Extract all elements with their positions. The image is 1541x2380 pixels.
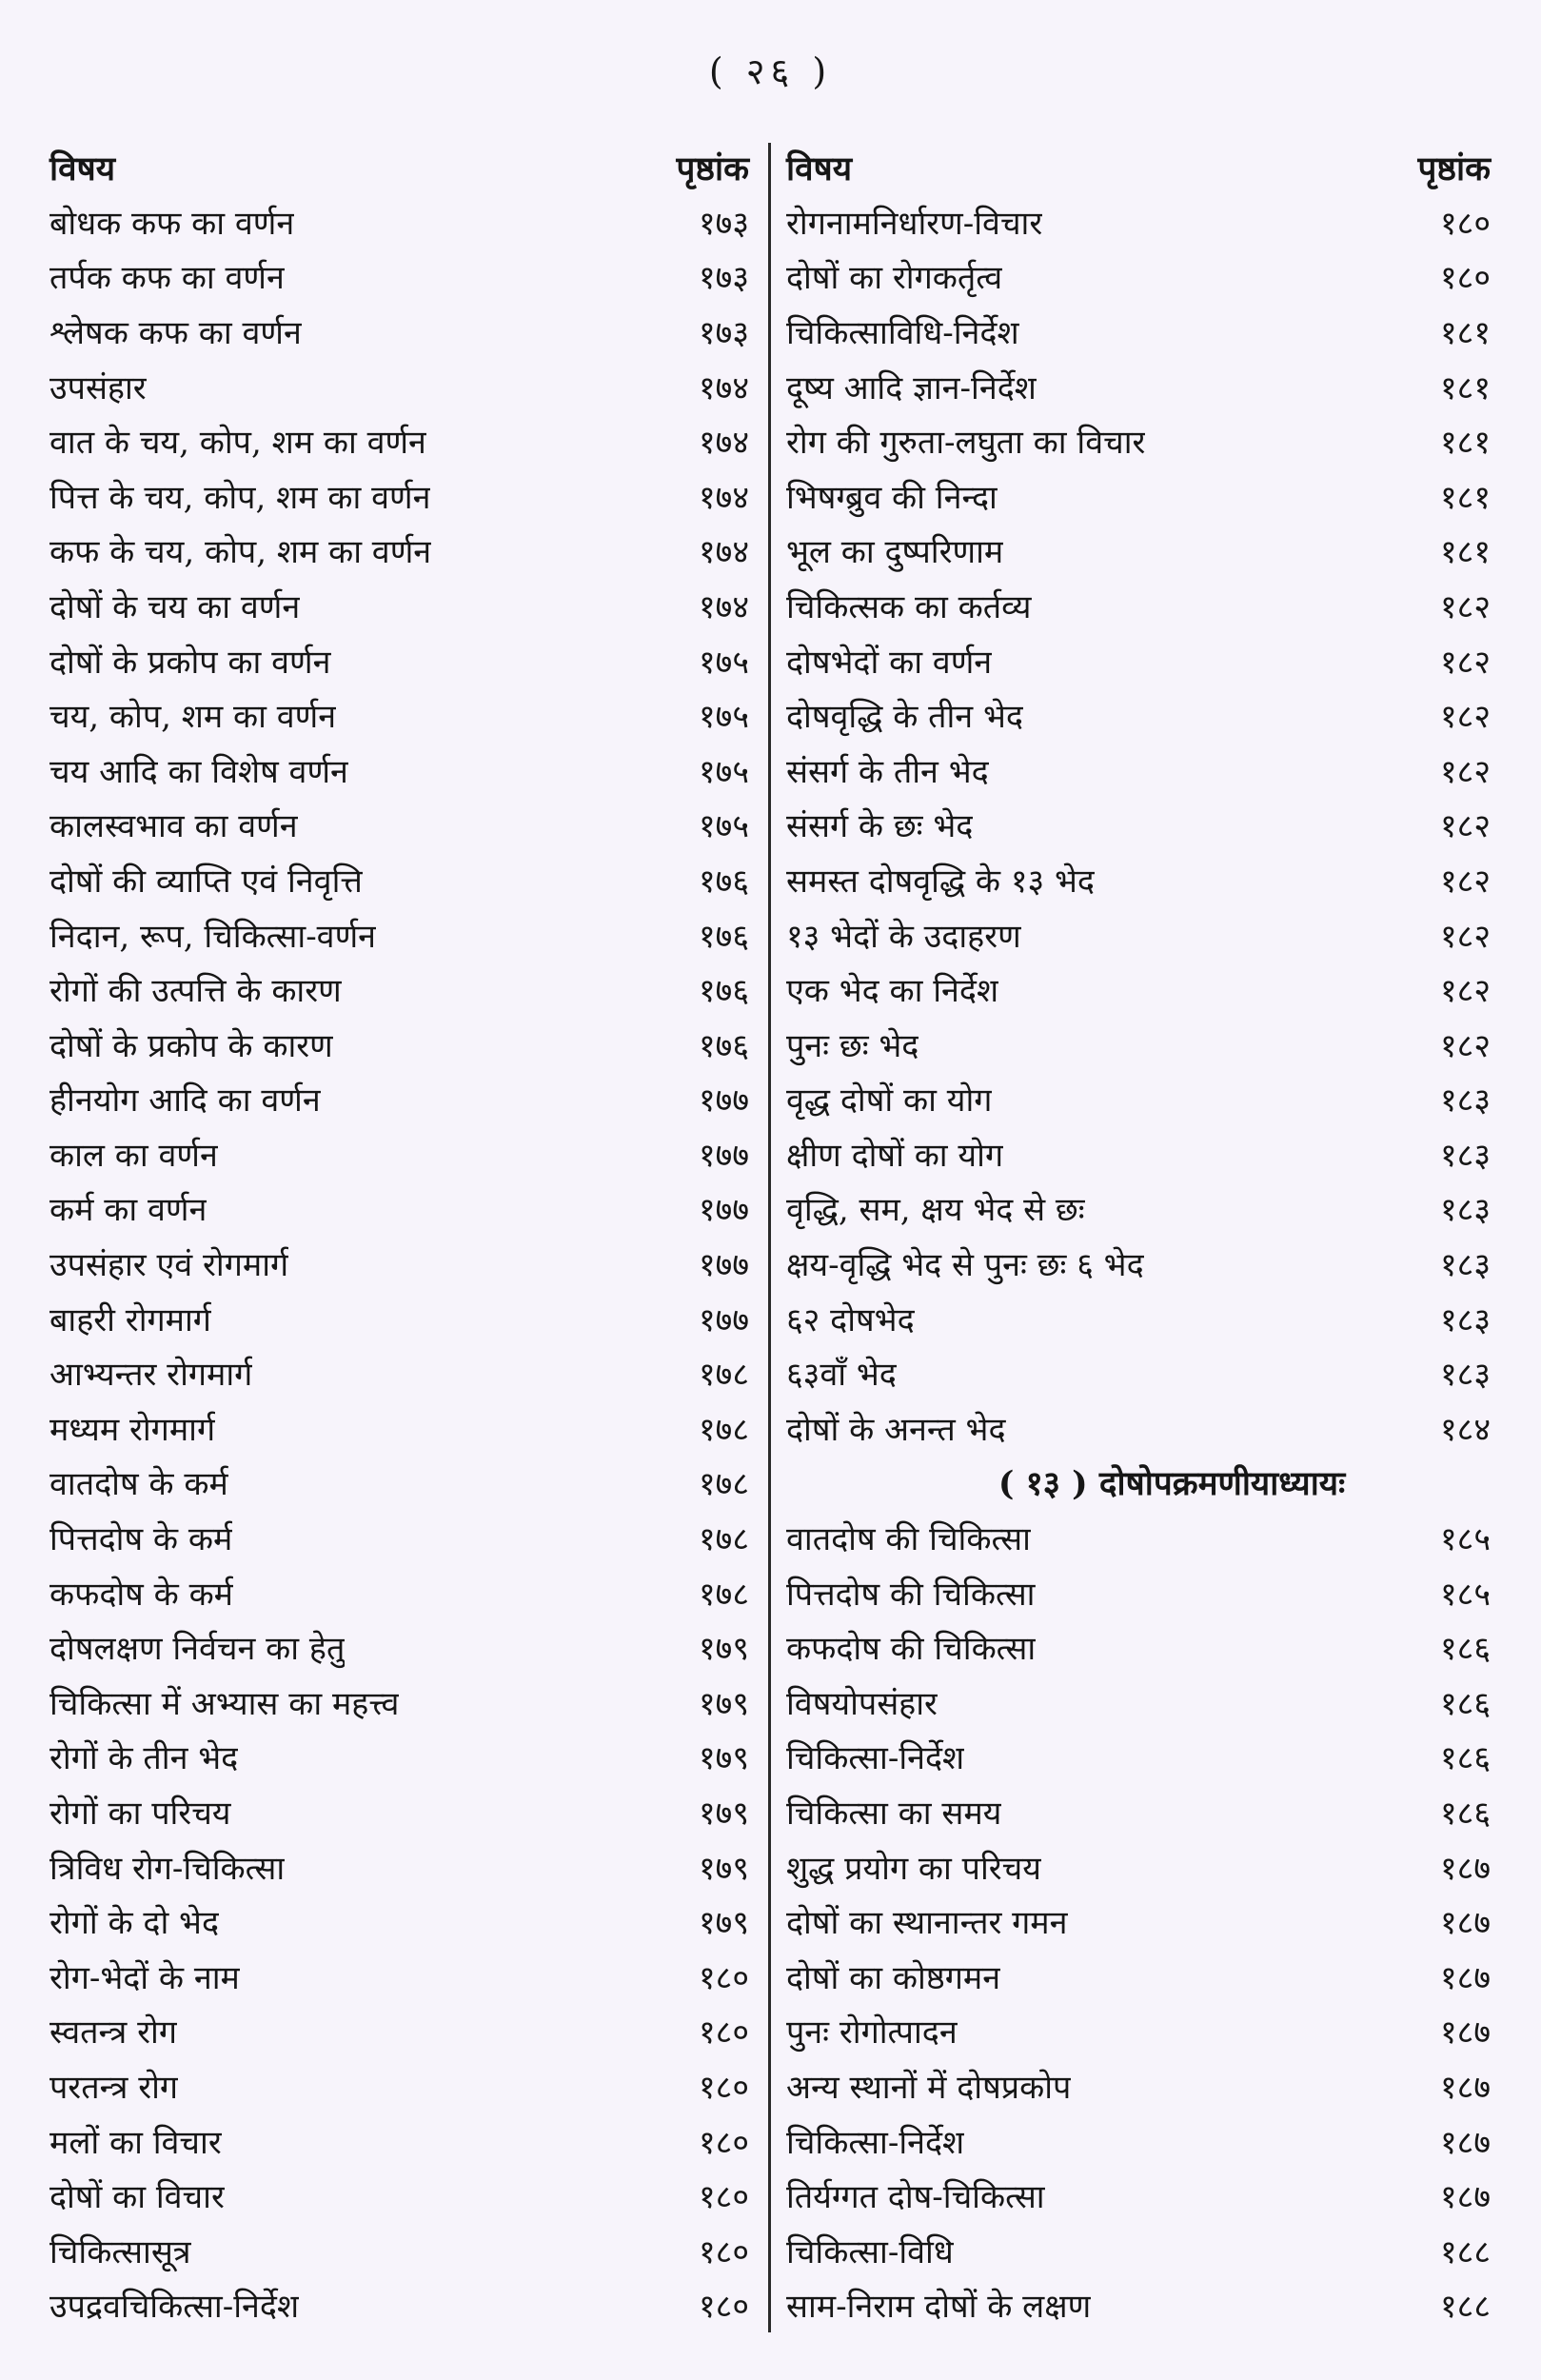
toc-entry-title: पित्त के चय, कोप, शम का वर्णन: [49, 478, 431, 517]
toc-entry: [49, 687, 749, 743]
toc-entry: [49, 798, 749, 853]
toc-entry: [786, 468, 1491, 524]
toc-entry-title: दोषवृद्धि के तीन भेद: [786, 698, 1023, 737]
toc-entry: [49, 1510, 749, 1565]
toc-entry-page: १७५: [698, 807, 749, 846]
toc-entry-title: दोषों के अनन्त भेद: [786, 1410, 1006, 1449]
toc-entry-page: १७५: [698, 698, 749, 737]
toc-entry-title: स्वतन्त्र रोग: [49, 2013, 177, 2053]
toc-entry-page: १७८: [698, 1520, 749, 1559]
toc-entry-page: १८०: [1439, 259, 1491, 298]
toc-entry-page: १८६: [1439, 1739, 1491, 1778]
toc-entry-title: वातदोष के कर्म: [49, 1465, 228, 1504]
column-divider: [768, 143, 771, 2332]
toc-entry-title: भिषग्ब्रुव की निन्दा: [786, 478, 998, 517]
toc-entry-title: चिकित्साविधि-निर्देश: [786, 313, 1019, 352]
toc-entry-title: दोषों के प्रकोप का वर्णन: [49, 643, 331, 682]
toc-entry-title: कर्म का वर्णन: [49, 1191, 207, 1230]
toc-entry-title: रोगों का परिचय: [49, 1795, 231, 1834]
toc-entry-page: १८२: [1439, 917, 1491, 956]
toc-entry-title: बाहरी रोगमार्ग: [49, 1300, 211, 1339]
toc-entry-page: १८८: [1439, 2288, 1491, 2327]
toc-entry: [49, 2113, 749, 2169]
right-toc-list-after: [786, 1510, 1491, 2332]
toc-entry-page: १८७: [1439, 1904, 1491, 1943]
toc-entry-page: १८२: [1439, 752, 1491, 791]
toc-entry-page: १८३: [1439, 1356, 1491, 1395]
toc-entry-title: चिकित्सा-निर्देश: [786, 2123, 965, 2162]
toc-entry-page: १८०: [698, 2068, 749, 2107]
toc-entry: [786, 1400, 1491, 1456]
toc-entry: [786, 1291, 1491, 1346]
toc-entry-title: पित्तदोष के कर्म: [49, 1520, 233, 1559]
toc-entry-page: १७९: [698, 1630, 749, 1669]
toc-entry: [786, 907, 1491, 962]
toc-entry: [49, 304, 749, 359]
toc-entry: [49, 907, 749, 962]
toc-entry-page: १७८: [698, 1575, 749, 1614]
toc-entry-page: १७४: [698, 424, 749, 463]
toc-entry-title: निदान, रूप, चिकित्सा-वर्णन: [49, 917, 377, 956]
toc-entry: [786, 1017, 1491, 1072]
toc-entry: [786, 1949, 1491, 2004]
toc-entry-page: १८७: [1439, 2013, 1491, 2053]
toc-entry-page: १७४: [698, 533, 749, 572]
toc-entry-page: १८२: [1439, 698, 1491, 737]
toc-entry: [786, 2278, 1491, 2333]
right-column: [786, 141, 1491, 2332]
toc-entry-title: बोधक कफ का वर्णन: [49, 204, 295, 243]
toc-entry-title: कालस्वभाव का वर्णन: [49, 807, 298, 846]
toc-entry-page: १८२: [1439, 807, 1491, 846]
toc-entry-page: १७८: [698, 1356, 749, 1395]
toc-entry: [786, 1181, 1491, 1237]
toc-entry-page: १८१: [1439, 368, 1491, 407]
toc-entry-title: चिकित्सा-विधि: [786, 2232, 954, 2271]
toc-entry: [49, 2223, 749, 2278]
toc-entry-title: दोषलक्षण निर्वचन का हेतु: [49, 1630, 346, 1669]
toc-entry: [49, 249, 749, 305]
toc-entry-page: १८१: [1439, 478, 1491, 517]
toc-entry-title: चय, कोप, शम का वर्णन: [49, 698, 337, 737]
toc-entry: [49, 1291, 749, 1346]
toc-entry-title: एक भेद का निर्देश: [786, 972, 999, 1011]
toc-entry: [786, 852, 1491, 907]
toc-entry: [49, 1730, 749, 1785]
toc-entry: [49, 852, 749, 907]
subject-heading: विषय: [49, 149, 116, 188]
toc-entry: [49, 194, 749, 249]
toc-entry-title: ६२ दोषभेद: [786, 1300, 915, 1339]
toc-entry-page: १७४: [698, 478, 749, 517]
toc-entry-page: १८३: [1439, 1300, 1491, 1339]
toc-entry-title: काल का वर्णन: [49, 1136, 218, 1175]
toc-entry-page: १८०: [698, 2232, 749, 2271]
toc-entry: [786, 1072, 1491, 1127]
toc-entry-title: क्षय-वृद्धि भेद से पुनः छः ६ भेद: [786, 1246, 1144, 1285]
toc-entry-title: कफदोष के कर्म: [49, 1575, 234, 1614]
toc-entry: [786, 1619, 1491, 1675]
toc-entry-title: वृद्ध दोषों का योग: [786, 1081, 993, 1121]
toc-entry-page: १८२: [1439, 862, 1491, 901]
left-toc-list: [49, 194, 749, 2332]
toc-entry-title: ६३वाँ भेद: [786, 1356, 897, 1395]
toc-entry-page: १७३: [698, 259, 749, 298]
toc-entry: [49, 468, 749, 524]
toc-entry-title: रोगों की उत्पत्ति के कारण: [49, 972, 342, 1011]
toc-entry: [49, 1456, 749, 1511]
toc-entry: [786, 962, 1491, 1017]
toc-entry-title: दोषों का रोगकर्तृत्व: [786, 259, 1003, 298]
toc-entry: [786, 633, 1491, 688]
toc-entry: [786, 2058, 1491, 2113]
toc-entry: [49, 578, 749, 633]
toc-entry: [786, 2004, 1491, 2059]
toc-entry-title: तर्पक कफ का वर्णन: [49, 259, 285, 298]
toc-entry: [49, 1017, 749, 1072]
right-column-header: [786, 141, 1491, 194]
toc-entry: [49, 1784, 749, 1839]
toc-entry-page: १७४: [698, 587, 749, 626]
right-toc-list-before: [786, 194, 1491, 1456]
toc-entry-page: १८७: [1439, 1958, 1491, 1997]
toc-entry-title: पुनः छः भेद: [786, 1026, 919, 1065]
toc-entry-page: १८२: [1439, 587, 1491, 626]
toc-entry: [49, 633, 749, 688]
toc-entry-title: मलों का विचार: [49, 2123, 222, 2162]
toc-entry-page: १८३: [1439, 1081, 1491, 1121]
toc-entry-page: १८०: [1439, 204, 1491, 243]
toc-entry-page: १८५: [1439, 1520, 1491, 1559]
toc-entry: [786, 578, 1491, 633]
toc-entry: [49, 1400, 749, 1456]
toc-entry-title: कफ के चय, कोप, शम का वर्णन: [49, 533, 432, 572]
left-column-header: [49, 141, 749, 194]
toc-entry-title: दोषों का विचार: [49, 2178, 225, 2217]
toc-entry-title: चिकित्सा का समय: [786, 1795, 1002, 1834]
toc-entry-page: १८८: [1439, 2232, 1491, 2271]
left-column: [49, 141, 749, 2332]
toc-entry-title: १३ भेदों के उदाहरण: [786, 917, 1021, 956]
toc-entry: [786, 1565, 1491, 1620]
toc-entry-title: उपसंहार: [49, 368, 147, 407]
toc-entry-title: रोग की गुरुता-लघुता का विचार: [786, 424, 1146, 463]
toc-entry-title: वातदोष की चिकित्सा: [786, 1520, 1031, 1559]
toc-entry-title: संसर्ग के तीन भेद: [786, 752, 989, 791]
toc-entry-page: १८२: [1439, 1026, 1491, 1065]
toc-entry-page: १७९: [698, 1904, 749, 1943]
toc-entry-page: १८०: [698, 2288, 749, 2327]
toc-entry-title: चिकित्सासूत्र: [49, 2232, 191, 2271]
toc-entry-title: दोषों का स्थानान्तर गमन: [786, 1904, 1068, 1943]
toc-entry-page: १७३: [698, 313, 749, 352]
toc-entry-page: १८४: [1439, 1410, 1491, 1449]
toc-entry-title: श्लेषक कफ का वर्णन: [49, 313, 302, 352]
toc-entry: [49, 1949, 749, 2004]
toc-entry-page: १८०: [698, 2013, 749, 2053]
toc-entry-title: दोषों के प्रकोप के कारण: [49, 1026, 333, 1065]
toc-entry: [786, 743, 1491, 798]
toc-entry-page: १७९: [698, 1795, 749, 1834]
toc-entry: [49, 2278, 749, 2333]
toc-entry: [786, 687, 1491, 743]
toc-entry: [49, 962, 749, 1017]
toc-entry-page: १८१: [1439, 313, 1491, 352]
toc-entry-page: १७७: [698, 1246, 749, 1285]
toc-entry: [786, 2113, 1491, 2169]
toc-entry-page: १७६: [698, 862, 749, 901]
toc-entry-page: १७७: [698, 1136, 749, 1175]
toc-entry: [49, 1894, 749, 1949]
toc-entry-page: १८२: [1439, 972, 1491, 1011]
toc-entry-page: १७३: [698, 204, 749, 243]
toc-entry-title: समस्त दोषवृद्धि के १३ भेद: [786, 862, 1095, 901]
toc-entry-page: १८३: [1439, 1246, 1491, 1285]
toc-entry: [49, 2168, 749, 2223]
toc-entry-page: १७८: [698, 1410, 749, 1449]
toc-entry-page: १७६: [698, 917, 749, 956]
toc-entry-page: १७५: [698, 643, 749, 682]
toc-entry-page: १८६: [1439, 1684, 1491, 1723]
toc-entry-title: विषयोपसंहार: [786, 1684, 938, 1723]
toc-entry: [786, 1510, 1491, 1565]
toc-entry-page: १८३: [1439, 1191, 1491, 1230]
toc-entry-page: १८०: [698, 1958, 749, 1997]
chapter-heading: ( १३ ) दोषोपक्रमणीयाध्यायः: [998, 1463, 1346, 1503]
toc-entry-title: शुद्ध प्रयोग का परिचय: [786, 1849, 1041, 1888]
toc-entry-title: चिकित्सक का कर्तव्य: [786, 587, 1032, 626]
toc-entry-page: १८७: [1439, 2123, 1491, 2162]
toc-entry-title: रोग-भेदों के नाम: [49, 1958, 240, 1997]
toc-entry-title: रोगनामनिर्धारण-विचार: [786, 204, 1043, 243]
toc-entry-title: तिर्यग्गत दोष-चिकित्सा: [786, 2178, 1045, 2217]
toc-entry-page: १८५: [1439, 1575, 1491, 1614]
toc-entry: [49, 1181, 749, 1237]
toc-entry: [786, 2223, 1491, 2278]
toc-entry-title: चय आदि का विशेष वर्णन: [49, 752, 348, 791]
toc-entry-page: १७५: [698, 752, 749, 791]
toc-entry: [786, 413, 1491, 468]
toc-entry-title: वात के चय, कोप, शम का वर्णन: [49, 424, 426, 463]
toc-entry-page: १७९: [698, 1739, 749, 1778]
toc-entry-title: उपसंहार एवं रोगमार्ग: [49, 1246, 289, 1285]
toc-entry-page: १७८: [698, 1465, 749, 1504]
toc-entry: [49, 1619, 749, 1675]
toc-entry-page: १७९: [698, 1849, 749, 1888]
toc-entry-page: १८७: [1439, 1849, 1491, 1888]
toc-entry: [786, 524, 1491, 579]
toc-entry-page: १८१: [1439, 533, 1491, 572]
toc-entry: [786, 249, 1491, 305]
page-heading: पृष्ठांक: [676, 149, 749, 188]
toc-entry-title: दूष्य आदि ज्ञान-निर्देश: [786, 368, 1037, 407]
toc-entry-title: भूल का दुष्परिणाम: [786, 533, 1004, 572]
page-heading: पृष्ठांक: [1417, 149, 1491, 188]
toc-entry-title: हीनयोग आदि का वर्णन: [49, 1081, 321, 1121]
toc-entry-page: १८०: [698, 2178, 749, 2217]
toc-entry: [49, 2004, 749, 2059]
toc-entry-page: १७६: [698, 1026, 749, 1065]
toc-entry: [786, 1894, 1491, 1949]
toc-entry-title: वृद्धि, सम, क्षय भेद से छः: [786, 1191, 1085, 1230]
toc-entry-page: १७६: [698, 972, 749, 1011]
toc-entry: [49, 743, 749, 798]
toc-entry-title: दोषों के चय का वर्णन: [49, 587, 301, 626]
toc-entry-title: परतन्त्र रोग: [49, 2068, 179, 2107]
toc-entry: [786, 194, 1491, 249]
toc-entry-title: रोगों के तीन भेद: [49, 1739, 239, 1778]
toc-entry: [49, 1072, 749, 1127]
toc-entry: [49, 1675, 749, 1730]
toc-entry-title: मध्यम रोगमार्ग: [49, 1410, 216, 1449]
toc-entry-title: दोषों की व्याप्ति एवं निवृत्ति: [49, 862, 363, 901]
toc-entry-title: उपद्रवचिकित्सा-निर्देश: [49, 2288, 300, 2327]
toc-entry: [49, 524, 749, 579]
toc-entry-page: १७४: [698, 368, 749, 407]
toc-entry: [49, 1236, 749, 1291]
toc-entry-title: दोषभेदों का वर्णन: [786, 643, 993, 682]
toc-entry-title: पुनः रोगोत्पादन: [786, 2013, 958, 2053]
toc-entry: [786, 798, 1491, 853]
toc-entry-page: १८७: [1439, 2068, 1491, 2107]
toc-entry-title: कफदोष की चिकित्सा: [786, 1630, 1037, 1669]
toc-entry-page: १८१: [1439, 424, 1491, 463]
toc-entry: [786, 1236, 1491, 1291]
toc-entry-title: अन्य स्थानों में दोषप्रकोप: [786, 2068, 1072, 2107]
toc-entry: [49, 1839, 749, 1894]
toc-entry: [49, 2058, 749, 2113]
toc-entry-title: क्षीण दोषों का योग: [786, 1136, 1004, 1175]
toc-entry-page: १८७: [1439, 2178, 1491, 2217]
toc-entry-page: १७७: [698, 1300, 749, 1339]
toc-entry-title: रोगों के दो भेद: [49, 1904, 220, 1943]
toc-entry-page: १७९: [698, 1684, 749, 1723]
toc-entry: [49, 1345, 749, 1400]
toc-entry-page: १८२: [1439, 643, 1491, 682]
toc-entry-page: १७७: [698, 1081, 749, 1121]
toc-entry-title: आभ्यन्तर रोगमार्ग: [49, 1356, 253, 1395]
toc-entry-page: १८६: [1439, 1795, 1491, 1834]
toc-entry-title: चिकित्सा में अभ्यास का महत्त्व: [49, 1684, 400, 1723]
toc-entry: [49, 359, 749, 414]
toc-entry-title: चिकित्सा-निर्देश: [786, 1739, 965, 1778]
page-number: ( २६ ): [708, 50, 833, 92]
toc-entry: [786, 1126, 1491, 1181]
toc-entry: [786, 1784, 1491, 1839]
toc-entry: [786, 359, 1491, 414]
toc-entry-page: १८६: [1439, 1630, 1491, 1669]
toc-entry: [786, 1675, 1491, 1730]
toc-entry-page: १८३: [1439, 1136, 1491, 1175]
toc-entry: [49, 1126, 749, 1181]
toc-entry-title: दोषों का कोष्ठगमन: [786, 1958, 1001, 1997]
toc-entry: [786, 304, 1491, 359]
toc-entry-title: साम-निराम दोषों के लक्षण: [786, 2288, 1092, 2327]
toc-entry-title: त्रिविध रोग-चिकित्सा: [49, 1849, 286, 1888]
subject-heading: विषय: [786, 149, 853, 188]
toc-entry: [49, 1565, 749, 1620]
toc-entry-page: १७७: [698, 1191, 749, 1230]
toc-entry: [786, 2168, 1491, 2223]
toc-entry-title: संसर्ग के छः भेद: [786, 807, 974, 846]
toc-entry-page: १८०: [698, 2123, 749, 2162]
toc-entry: [786, 1730, 1491, 1785]
toc-entry: [786, 1839, 1491, 1894]
toc-entry: [49, 413, 749, 468]
toc-entry: [786, 1345, 1491, 1400]
toc-entry-title: पित्तदोष की चिकित्सा: [786, 1575, 1036, 1614]
